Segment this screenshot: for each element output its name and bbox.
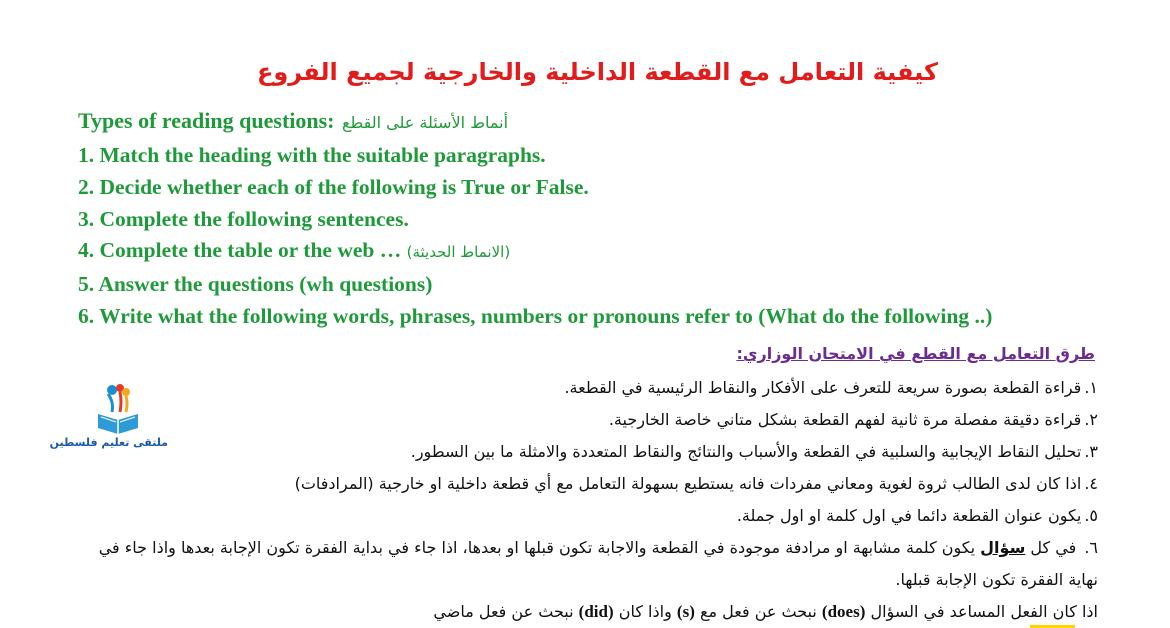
method-keyword: (did) <box>578 602 614 621</box>
types-heading <box>78 108 508 134</box>
logo <box>49 380 178 460</box>
method-number: ٢. <box>1084 410 1098 429</box>
method-text: واذا كان <box>618 602 672 621</box>
method-text: نبحث عن فعل ماضي <box>433 602 574 621</box>
logo-label: ملتقى تعليم فلسطين <box>49 436 168 449</box>
method-item <box>68 532 1098 596</box>
question-type-item: 6. Write what the following words, phrases, numbers or pronouns refer to (What do the following ..) <box>78 303 993 328</box>
method-keyword: (s) <box>676 602 695 621</box>
question-types-list <box>78 140 992 333</box>
question-type-item: 5. Answer the questions (wh questions) <box>78 272 433 297</box>
methods-list <box>49 372 1098 628</box>
method-number: ٤. <box>1084 474 1098 493</box>
method-text: تحليل النقاط الإيجابية والسلبية في القطعة والأسباب والنتائج والنقاط المتعددة والامثلة ما بين السطور. <box>410 442 1082 461</box>
question-type-item: 1. Match the heading with the suitable paragraphs. <box>78 143 546 167</box>
question-type-note: (الانماط الحديثة) <box>406 243 511 262</box>
method-number: ١. <box>1084 378 1098 397</box>
page-title: كيفية التعامل مع القطعة الداخلية والخارجية لجميع الفروع <box>256 58 939 86</box>
question-type-item: 3. Complete the following sentences. <box>78 206 409 231</box>
methods-heading: طرق التعامل مع القطع في الامتحان الوزاري: <box>736 344 1095 363</box>
method-text: اذا كان لدى الطالب ثروة لغوية ومعاني مفردات فانه يستطيع بسهولة التعامل مع أي قطعة داخلية او خارجية (المرادفات) <box>294 474 1082 493</box>
method-text: في كل <box>1030 538 1077 557</box>
question-type-text: 4. Complete the table or the web … <box>78 238 402 263</box>
method-item <box>49 436 1098 468</box>
method-text: قراءة القطعة بصورة سريعة للتعرف على الأفكار والنقاط الرئيسية في القطعة. <box>564 378 1082 397</box>
method-item <box>68 372 1098 404</box>
method-item <box>68 500 1098 532</box>
types-heading-ar: أنماط الأسئلة على القطع <box>342 113 509 132</box>
method-text: اذا كان الفعل المساعد في السؤال <box>870 602 1098 621</box>
method-keyword: (does) <box>821 602 866 621</box>
method-text: قراءة دقيقة مفصلة مرة ثانية لفهم القطعة بشكل متاني خاصة الخارجية. <box>608 410 1082 429</box>
method-text: نبحث عن فعل مع <box>699 602 817 621</box>
method-number: ٣. <box>1084 442 1098 461</box>
method-item <box>68 468 1098 500</box>
method-item <box>68 404 1098 436</box>
book-with-figures-icon <box>68 380 168 436</box>
question-type-item <box>78 235 992 269</box>
method-text: يكون كلمة مشابهة او مرادفة موجودة في القطعة والاجابة تكون قبلها او بعدها، اذا جاء في بداية الفقرة تكون الإجابة بعدها واذا جاء في نهاية الفقرة تكون الإجابة قبلها. <box>98 538 1098 589</box>
method-number: ٦. <box>1084 538 1098 557</box>
question-type-item: 2. Decide whether each of the following is True or False. <box>78 174 589 199</box>
method-text: يكون عنوان القطعة دائما في اول كلمة او اول جملة. <box>736 506 1082 525</box>
method-item <box>68 596 1098 628</box>
types-heading-en: Types of reading questions: <box>78 108 335 133</box>
method-keyword: سؤال <box>980 538 1026 557</box>
method-number: ٥. <box>1084 506 1098 525</box>
